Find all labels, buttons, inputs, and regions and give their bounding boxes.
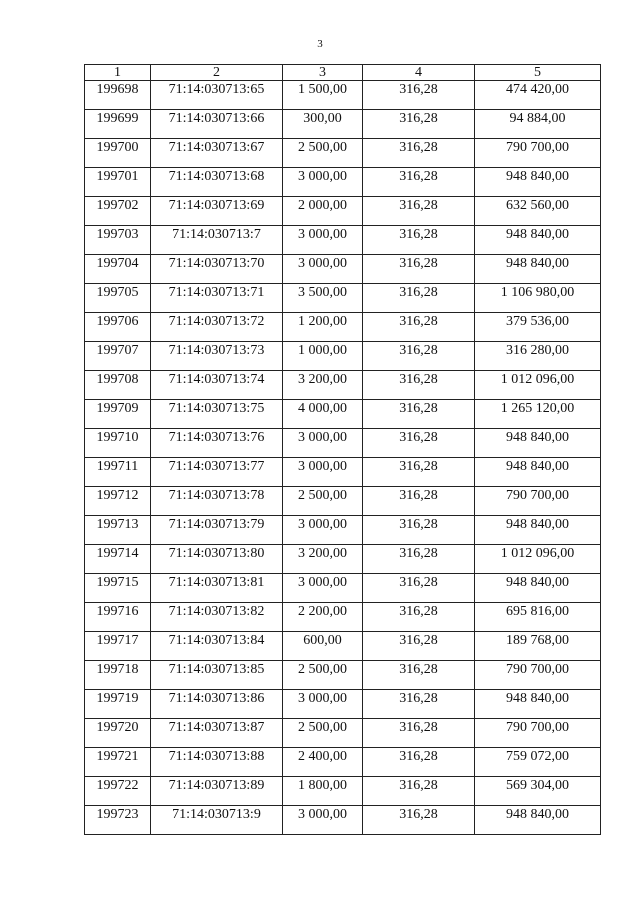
cell-record-number — [85, 226, 151, 255]
cell-text: 1 800,00 — [298, 778, 347, 793]
cell-text: 3 000,00 — [298, 256, 347, 271]
table-row — [85, 661, 601, 690]
cell-text: 316 280,00 — [506, 343, 569, 358]
cell-text: 948 840,00 — [506, 459, 569, 474]
cell-value — [475, 487, 601, 516]
cell-record-number — [85, 777, 151, 806]
cell-record-number — [85, 690, 151, 719]
cell-text: 316,28 — [399, 111, 438, 126]
cell-text: 316,28 — [399, 343, 438, 358]
cell-cadastral-number — [151, 632, 283, 661]
cell-record-number — [85, 545, 151, 574]
cell-text: 948 840,00 — [506, 430, 569, 445]
cell-value — [475, 226, 601, 255]
cell-rate — [363, 284, 475, 313]
cell-text: 948 840,00 — [506, 691, 569, 706]
cell-area — [283, 313, 363, 342]
cell-rate — [363, 632, 475, 661]
cell-rate — [363, 400, 475, 429]
cell-text: 600,00 — [303, 633, 342, 648]
cell-value — [475, 110, 601, 139]
table-row — [85, 226, 601, 255]
cell-record-number — [85, 719, 151, 748]
cell-text: 189 768,00 — [506, 633, 569, 648]
cell-text: 316,28 — [399, 517, 438, 532]
cell-area — [283, 690, 363, 719]
cell-text: 316,28 — [399, 807, 438, 822]
cell-text: 790 700,00 — [506, 720, 569, 735]
column-header-5: 5 — [475, 65, 601, 81]
cell-rate — [363, 603, 475, 632]
cell-text: 71:14:030713:72 — [168, 314, 265, 329]
cell-text: 71:14:030713:77 — [168, 459, 265, 474]
cell-text: 790 700,00 — [506, 140, 569, 155]
cell-area — [283, 371, 363, 400]
cell-record-number — [85, 139, 151, 168]
cell-area — [283, 516, 363, 545]
cell-rate — [363, 371, 475, 400]
table-row — [85, 632, 601, 661]
cell-text: 316,28 — [399, 169, 438, 184]
cell-text: 4 000,00 — [298, 401, 347, 416]
cell-record-number — [85, 168, 151, 197]
table-row — [85, 719, 601, 748]
cell-text: 199704 — [96, 256, 139, 271]
cell-text: 948 840,00 — [506, 517, 569, 532]
cell-text: 632 560,00 — [506, 198, 569, 213]
cell-text: 3 000,00 — [298, 169, 347, 184]
cell-area — [283, 806, 363, 835]
cell-rate — [363, 226, 475, 255]
cell-record-number — [85, 313, 151, 342]
cell-record-number — [85, 342, 151, 371]
cell-record-number — [85, 574, 151, 603]
cell-cadastral-number — [151, 255, 283, 284]
table-row — [85, 777, 601, 806]
cell-rate — [363, 516, 475, 545]
table-row — [85, 342, 601, 371]
cell-record-number — [85, 110, 151, 139]
cell-text: 199714 — [96, 546, 139, 561]
table-row — [85, 487, 601, 516]
table-row — [85, 429, 601, 458]
cell-rate — [363, 458, 475, 487]
header-row — [85, 65, 601, 81]
cell-text: 199720 — [96, 720, 139, 735]
cell-text: 316,28 — [399, 285, 438, 300]
cell-text: 948 840,00 — [506, 575, 569, 590]
cell-text: 71:14:030713:75 — [168, 401, 265, 416]
cell-value — [475, 429, 601, 458]
cell-text: 316,28 — [399, 227, 438, 242]
cell-value — [475, 342, 601, 371]
cell-area — [283, 110, 363, 139]
cell-text: 199706 — [96, 314, 139, 329]
cell-value — [475, 748, 601, 777]
cell-text: 71:14:030713:67 — [168, 140, 265, 155]
cell-text: 2 500,00 — [298, 488, 347, 503]
cell-record-number — [85, 400, 151, 429]
cell-area — [283, 342, 363, 371]
table-row — [85, 748, 601, 777]
cell-cadastral-number — [151, 574, 283, 603]
column-header-1: 1 — [85, 65, 151, 81]
cell-area — [283, 139, 363, 168]
table-row — [85, 81, 601, 110]
cell-text: 71:14:030713:65 — [168, 82, 265, 97]
cell-text: 316,28 — [399, 749, 438, 764]
cell-text: 71:14:030713:88 — [168, 749, 265, 764]
cell-record-number — [85, 458, 151, 487]
cell-text: 71:14:030713:78 — [168, 488, 265, 503]
cell-record-number — [85, 603, 151, 632]
cell-rate — [363, 342, 475, 371]
cell-rate — [363, 168, 475, 197]
cell-text: 759 072,00 — [506, 749, 569, 764]
cell-text: 948 840,00 — [506, 227, 569, 242]
cell-cadastral-number — [151, 719, 283, 748]
cell-text: 316,28 — [399, 401, 438, 416]
cell-text: 695 816,00 — [506, 604, 569, 619]
cell-cadastral-number — [151, 139, 283, 168]
cell-value — [475, 197, 601, 226]
cell-record-number — [85, 748, 151, 777]
table-row — [85, 806, 601, 835]
cell-value — [475, 719, 601, 748]
cell-area — [283, 458, 363, 487]
cell-rate — [363, 661, 475, 690]
cell-rate — [363, 255, 475, 284]
table-row — [85, 284, 601, 313]
cell-text: 71:14:030713:69 — [168, 198, 265, 213]
cell-value — [475, 139, 601, 168]
cell-value — [475, 81, 601, 110]
cell-area — [283, 545, 363, 574]
cell-text: 199722 — [96, 778, 139, 793]
cell-text: 3 000,00 — [298, 517, 347, 532]
cell-text: 199718 — [96, 662, 139, 677]
cell-text: 316,28 — [399, 198, 438, 213]
cell-cadastral-number — [151, 284, 283, 313]
cell-text: 2 500,00 — [298, 662, 347, 677]
cell-record-number — [85, 487, 151, 516]
cell-text: 71:14:030713:73 — [168, 343, 265, 358]
cell-text: 3 200,00 — [298, 372, 347, 387]
cell-text: 316,28 — [399, 430, 438, 445]
table-row — [85, 110, 601, 139]
cell-text: 2 400,00 — [298, 749, 347, 764]
cell-text: 199710 — [96, 430, 139, 445]
table-row — [85, 313, 601, 342]
cell-text: 71:14:030713:81 — [168, 575, 265, 590]
cell-area — [283, 81, 363, 110]
cell-text: 1 012 096,00 — [500, 372, 575, 387]
cell-value — [475, 168, 601, 197]
cell-text: 948 840,00 — [506, 256, 569, 271]
cell-cadastral-number — [151, 661, 283, 690]
table-row — [85, 197, 601, 226]
cell-text: 71:14:030713:68 — [168, 169, 265, 184]
cell-text: 2 500,00 — [298, 140, 347, 155]
column-header-3: 3 — [283, 65, 363, 81]
cell-text: 71:14:030713:87 — [168, 720, 265, 735]
cell-value — [475, 806, 601, 835]
cell-cadastral-number — [151, 197, 283, 226]
cell-cadastral-number — [151, 777, 283, 806]
cell-text: 1 000,00 — [298, 343, 347, 358]
cell-record-number — [85, 255, 151, 284]
cell-value — [475, 313, 601, 342]
cell-text: 3 000,00 — [298, 430, 347, 445]
cell-text: 199699 — [96, 111, 139, 126]
cell-rate — [363, 806, 475, 835]
cell-cadastral-number — [151, 458, 283, 487]
cell-cadastral-number — [151, 545, 283, 574]
cell-value — [475, 284, 601, 313]
cell-cadastral-number — [151, 168, 283, 197]
cell-text: 199712 — [96, 488, 139, 503]
cell-text: 199713 — [96, 517, 139, 532]
cell-text: 3 500,00 — [298, 285, 347, 300]
cell-text: 2 200,00 — [298, 604, 347, 619]
cell-cadastral-number — [151, 313, 283, 342]
cell-text: 71:14:030713:80 — [168, 546, 265, 561]
cell-text: 3 200,00 — [298, 546, 347, 561]
cell-text: 199711 — [96, 459, 139, 474]
cell-text: 71:14:030713:86 — [168, 691, 265, 706]
cell-text: 316,28 — [399, 633, 438, 648]
cell-record-number — [85, 632, 151, 661]
cell-text: 199707 — [96, 343, 139, 358]
table-row — [85, 168, 601, 197]
cell-text: 316,28 — [399, 314, 438, 329]
cell-text: 790 700,00 — [506, 488, 569, 503]
cell-cadastral-number — [151, 110, 283, 139]
cell-cadastral-number — [151, 748, 283, 777]
cell-text: 199723 — [96, 807, 139, 822]
cell-cadastral-number — [151, 516, 283, 545]
cell-rate — [363, 81, 475, 110]
cell-text: 316,28 — [399, 372, 438, 387]
table-row — [85, 400, 601, 429]
cell-cadastral-number — [151, 342, 283, 371]
cell-text: 71:14:030713:76 — [168, 430, 265, 445]
cell-rate — [363, 690, 475, 719]
cell-text: 316,28 — [399, 691, 438, 706]
cell-area — [283, 400, 363, 429]
cell-text: 316,28 — [399, 256, 438, 271]
cell-cadastral-number — [151, 226, 283, 255]
table-row — [85, 371, 601, 400]
cell-text: 71:14:030713:79 — [168, 517, 265, 532]
cell-value — [475, 400, 601, 429]
cell-text: 71:14:030713:82 — [168, 604, 265, 619]
cell-text: 199719 — [96, 691, 139, 706]
cell-cadastral-number — [151, 429, 283, 458]
cell-text: 199703 — [96, 227, 139, 242]
cell-text: 199708 — [96, 372, 139, 387]
cell-text: 1 106 980,00 — [500, 285, 575, 300]
cell-text: 199700 — [96, 140, 139, 155]
table-row — [85, 255, 601, 284]
cell-cadastral-number — [151, 806, 283, 835]
cell-area — [283, 429, 363, 458]
cell-text: 199721 — [96, 749, 139, 764]
cell-cadastral-number — [151, 400, 283, 429]
cell-text: 3 000,00 — [298, 807, 347, 822]
cell-text: 300,00 — [303, 111, 342, 126]
cell-text: 379 536,00 — [506, 314, 569, 329]
cell-text: 1 012 096,00 — [500, 546, 575, 561]
cell-cadastral-number — [151, 690, 283, 719]
cell-text: 71:14:030713:7 — [172, 227, 261, 242]
cell-text: 316,28 — [399, 778, 438, 793]
cell-rate — [363, 777, 475, 806]
cell-text: 199702 — [96, 198, 139, 213]
cell-text: 71:14:030713:85 — [168, 662, 265, 677]
table-row — [85, 139, 601, 168]
cell-value — [475, 603, 601, 632]
cell-rate — [363, 545, 475, 574]
cell-area — [283, 632, 363, 661]
cell-text: 474 420,00 — [506, 82, 569, 97]
cell-text: 71:14:030713:70 — [168, 256, 265, 271]
cell-rate — [363, 197, 475, 226]
cell-area — [283, 226, 363, 255]
cell-text: 316,28 — [399, 82, 438, 97]
cell-cadastral-number — [151, 371, 283, 400]
cell-area — [283, 255, 363, 284]
cell-value — [475, 255, 601, 284]
cell-area — [283, 284, 363, 313]
cell-value — [475, 371, 601, 400]
cell-text: 316,28 — [399, 140, 438, 155]
cell-text: 948 840,00 — [506, 169, 569, 184]
cell-cadastral-number — [151, 603, 283, 632]
cell-text: 199709 — [96, 401, 139, 416]
cell-record-number — [85, 284, 151, 313]
cell-text: 199701 — [96, 169, 139, 184]
cell-area — [283, 661, 363, 690]
cell-rate — [363, 748, 475, 777]
cell-area — [283, 574, 363, 603]
table-body — [85, 81, 601, 835]
cell-text: 316,28 — [399, 575, 438, 590]
cell-area — [283, 487, 363, 516]
data-table — [84, 64, 601, 835]
cell-text: 71:14:030713:89 — [168, 778, 265, 793]
cell-value — [475, 777, 601, 806]
cell-area — [283, 748, 363, 777]
cell-value — [475, 661, 601, 690]
cell-text: 71:14:030713:71 — [168, 285, 265, 300]
cell-rate — [363, 110, 475, 139]
table-row — [85, 545, 601, 574]
cell-text: 199716 — [96, 604, 139, 619]
cell-area — [283, 777, 363, 806]
cell-text: 3 000,00 — [298, 691, 347, 706]
cell-rate — [363, 139, 475, 168]
cell-area — [283, 719, 363, 748]
cell-value — [475, 458, 601, 487]
cell-value — [475, 690, 601, 719]
cell-record-number — [85, 429, 151, 458]
cell-text: 948 840,00 — [506, 807, 569, 822]
cell-text: 316,28 — [399, 720, 438, 735]
cell-text: 3 000,00 — [298, 459, 347, 474]
cell-record-number — [85, 371, 151, 400]
cell-record-number — [85, 197, 151, 226]
cell-value — [475, 574, 601, 603]
cell-record-number — [85, 661, 151, 690]
cell-rate — [363, 429, 475, 458]
cell-text: 316,28 — [399, 459, 438, 474]
cell-text: 569 304,00 — [506, 778, 569, 793]
cell-text: 1 265 120,00 — [500, 401, 575, 416]
cell-text: 790 700,00 — [506, 662, 569, 677]
cell-record-number — [85, 806, 151, 835]
cell-cadastral-number — [151, 487, 283, 516]
cell-text: 199715 — [96, 575, 139, 590]
table-row — [85, 603, 601, 632]
cell-text: 199717 — [96, 633, 139, 648]
cell-text: 199705 — [96, 285, 139, 300]
cell-text: 2 500,00 — [298, 720, 347, 735]
table-row — [85, 574, 601, 603]
cell-value — [475, 632, 601, 661]
cell-text: 94 884,00 — [509, 111, 566, 126]
cell-text: 199698 — [96, 82, 139, 97]
cell-text: 316,28 — [399, 662, 438, 677]
cell-text: 3 000,00 — [298, 575, 347, 590]
cell-area — [283, 603, 363, 632]
page-number: 3 — [317, 38, 323, 50]
cell-rate — [363, 487, 475, 516]
cell-text: 71:14:030713:66 — [168, 111, 265, 126]
cell-text: 71:14:030713:9 — [172, 807, 261, 822]
table-row — [85, 516, 601, 545]
cell-text: 71:14:030713:84 — [168, 633, 265, 648]
cell-cadastral-number — [151, 81, 283, 110]
cell-record-number — [85, 81, 151, 110]
table-row — [85, 458, 601, 487]
cell-text: 71:14:030713:74 — [168, 372, 265, 387]
cell-rate — [363, 574, 475, 603]
cell-text: 316,28 — [399, 488, 438, 503]
table-row — [85, 690, 601, 719]
cell-area — [283, 168, 363, 197]
cell-value — [475, 516, 601, 545]
column-header-2: 2 — [151, 65, 283, 81]
cell-record-number — [85, 516, 151, 545]
cell-text: 316,28 — [399, 604, 438, 619]
cell-text: 2 000,00 — [298, 198, 347, 213]
cell-rate — [363, 313, 475, 342]
cell-text: 1 500,00 — [298, 82, 347, 97]
cell-rate — [363, 719, 475, 748]
cell-area — [283, 197, 363, 226]
column-header-4: 4 — [363, 65, 475, 81]
cell-text: 316,28 — [399, 546, 438, 561]
cell-value — [475, 545, 601, 574]
cell-text: 3 000,00 — [298, 227, 347, 242]
cell-text: 1 200,00 — [298, 314, 347, 329]
